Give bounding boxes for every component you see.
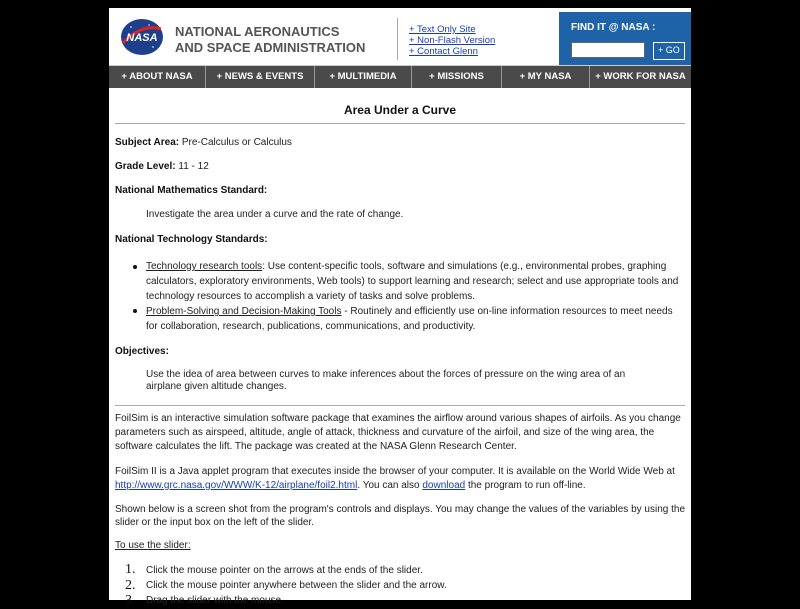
site-header xyxy=(109,8,691,66)
contact-glenn-link[interactable]: + Contact Glenn xyxy=(409,46,478,57)
grade-value: 11 - 12 xyxy=(178,161,209,172)
tech-item-1 xyxy=(146,259,684,304)
applet-paragraph xyxy=(115,465,687,493)
tech-item-2 xyxy=(146,304,684,334)
section-divider xyxy=(115,405,685,406)
math-standard-text: Investigate the area under a curve and the rate of change. xyxy=(146,209,404,220)
download-link[interactable]: download xyxy=(422,480,466,491)
nasa-logo[interactable] xyxy=(119,17,165,57)
go-button[interactable]: + GO xyxy=(653,42,685,60)
logo-text: NASA xyxy=(126,32,158,44)
nav-missions[interactable]: + MISSIONS xyxy=(412,66,502,88)
non-flash-link[interactable]: + Non-Flash Version xyxy=(409,35,496,46)
page xyxy=(109,8,691,608)
step-number: 3. xyxy=(125,593,136,608)
header-divider xyxy=(397,18,398,60)
tech-item-2-text: - Routinely and efficiently use on-line information resources to meet needs for collaboration, research, publications, communications, and productivity. xyxy=(146,306,673,332)
bullet-dot xyxy=(133,309,137,313)
find-it-label: FIND IT @ NASA : xyxy=(571,22,656,33)
step-2: Click the mouse pointer anywhere between the slider and the arrow. xyxy=(146,580,447,591)
subject-label: Subject Area: xyxy=(115,137,180,148)
objectives-text: Use the idea of area between curves to make inferences about the forces of pressure on the wing area of an airplane given altitude changes. xyxy=(146,369,626,392)
nav-my-nasa[interactable]: + MY NASA xyxy=(502,66,590,88)
text-only-link[interactable]: + Text Only Site xyxy=(409,24,476,35)
nav-multimedia[interactable]: + MULTIMEDIA xyxy=(315,66,412,88)
step-number: 2. xyxy=(125,578,136,593)
foilsim-paragraph: FoilSim is an interactive simulation software package that examines the airflow around various shapes of airfoils. As you change parameters such as airspeed, altitude, angle of attack, thickness and curvature of the airfoil, and size of the wing area, the software calculates the lift. The package was created at the NASA Glenn Research Center. xyxy=(115,413,681,452)
screenshot-paragraph: Shown below is a screen shot from the program's controls and displays. You may change the values of the variables by using the slider or the input box on the left of the slider. xyxy=(115,504,686,528)
slider-heading: To use the slider: xyxy=(115,540,191,551)
technology-research-tools-link[interactable]: Technology research tools xyxy=(146,261,263,272)
problem-solving-tools-link[interactable]: Problem-Solving and Decision-Making Tools xyxy=(146,306,342,317)
applet-text-a: FoilSim II is a Java applet program that executes inside the browser of your computer. It is available on the World Wide Web at xyxy=(115,466,675,477)
step-number: 1. xyxy=(125,562,136,577)
nav-about-nasa[interactable]: + ABOUT NASA xyxy=(109,66,206,88)
step-3: Drag the slider with the mouse. xyxy=(146,595,284,606)
title-divider xyxy=(115,123,685,124)
utility-links xyxy=(409,24,495,57)
bullet-dot xyxy=(133,265,137,269)
objectives-heading: Objectives: xyxy=(115,346,169,357)
agency-line-1: NATIONAL AERONAUTICS xyxy=(175,24,340,39)
agency-name[interactable] xyxy=(175,24,365,56)
tech-standards-heading: National Technology Standards: xyxy=(115,234,268,245)
tech-item-1-text: : Use content-specific tools, software and simulations (e.g., environmental probes, graphing calculators, exploratory environments, Web tools) to support learning and research; select and use appropriate tools and technology resources to accomplish a variety of tasks and solve problems. xyxy=(146,261,679,302)
nav-news-events[interactable]: + NEWS & EVENTS xyxy=(206,66,315,88)
subject-area xyxy=(115,136,685,150)
page-title: Area Under a Curve xyxy=(343,103,457,117)
step-1: Click the mouse pointer on the arrows at the ends of the slider. xyxy=(146,565,423,576)
search-input[interactable] xyxy=(571,42,645,58)
applet-text-c: the program to run off-line. xyxy=(467,480,586,491)
agency-line-2: AND SPACE ADMINISTRATION xyxy=(175,40,366,55)
main-nav xyxy=(109,66,691,88)
subject-value: Pre-Calculus or Calculus xyxy=(181,137,292,148)
applet-text-b: . You can also xyxy=(357,480,420,491)
grade-level xyxy=(115,160,685,174)
nav-work-for-nasa[interactable]: + WORK FOR NASA xyxy=(595,71,686,82)
foilsim-url-link[interactable]: http://www.grc.nasa.gov/WWW/K-12/airplane/foil2.html xyxy=(115,480,358,491)
grade-label: Grade Level: xyxy=(115,161,176,172)
math-standard-heading: National Mathematics Standard: xyxy=(115,185,268,196)
find-it-box xyxy=(559,12,691,65)
